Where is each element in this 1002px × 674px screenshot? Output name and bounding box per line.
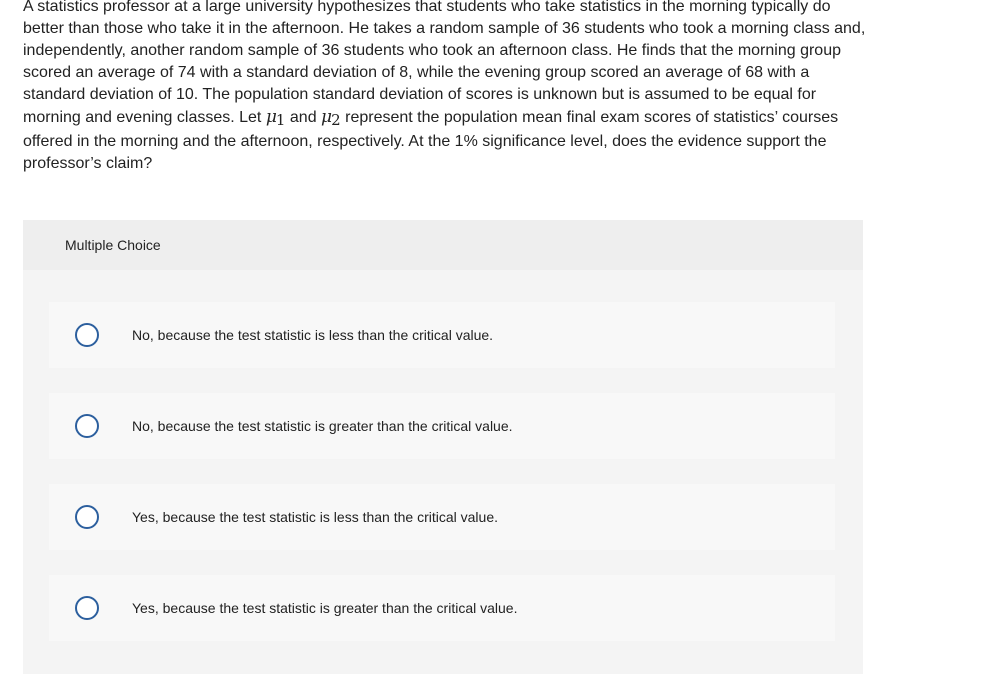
mu1-symbol: μ1 — [265, 107, 286, 129]
radio-circle-icon[interactable] — [75, 414, 99, 438]
answer-option-c[interactable] — [49, 484, 835, 550]
radio-circle-icon[interactable] — [75, 323, 99, 347]
answer-option-a[interactable] — [49, 302, 835, 368]
radio-circle-icon[interactable] — [75, 505, 99, 529]
multiple-choice-title: Multiple Choice — [65, 237, 161, 253]
answer-option-label: Yes, because the test statistic is greater than the critical value. — [132, 600, 518, 616]
radio-circle-icon[interactable] — [75, 596, 99, 620]
multiple-choice-panel — [23, 220, 863, 674]
answer-option-b[interactable] — [49, 393, 835, 459]
question-text — [23, 0, 873, 175]
question-text-part-1: A statistics professor at a large university hypothesizes that students who take statistics in the morning typically do better than those who take it in the afternoon. He takes a random sample of 36 students who took a morning class and, independently, another random sample of 36 students who took an afternoon class. He finds that the morning group scored an average of 74 with a standard deviation of 8, while the evening group scored an average of 68 with a standard deviation of 10. The population standard deviation of scores is unknown but is assumed to be equal for morning and evening classes. Let — [23, 0, 866, 126]
multiple-choice-header — [23, 220, 863, 270]
question-text-part-3: represent the population mean final exam scores of statistics’ courses offered in the morning and the afternoon, respectively. At the 1% significance level, does the evidence support the professor’s claim? — [23, 109, 839, 172]
question-text-part-2: and — [289, 109, 317, 126]
answer-option-label: Yes, because the test statistic is less than the critical value. — [132, 509, 499, 525]
mu2-symbol: μ2 — [321, 107, 341, 129]
answer-options — [49, 302, 835, 666]
answer-option-label: No, because the test statistic is less than the critical value. — [132, 327, 494, 343]
answer-option-d[interactable] — [49, 575, 835, 641]
answer-option-label: No, because the test statistic is greater than the critical value. — [132, 418, 513, 434]
